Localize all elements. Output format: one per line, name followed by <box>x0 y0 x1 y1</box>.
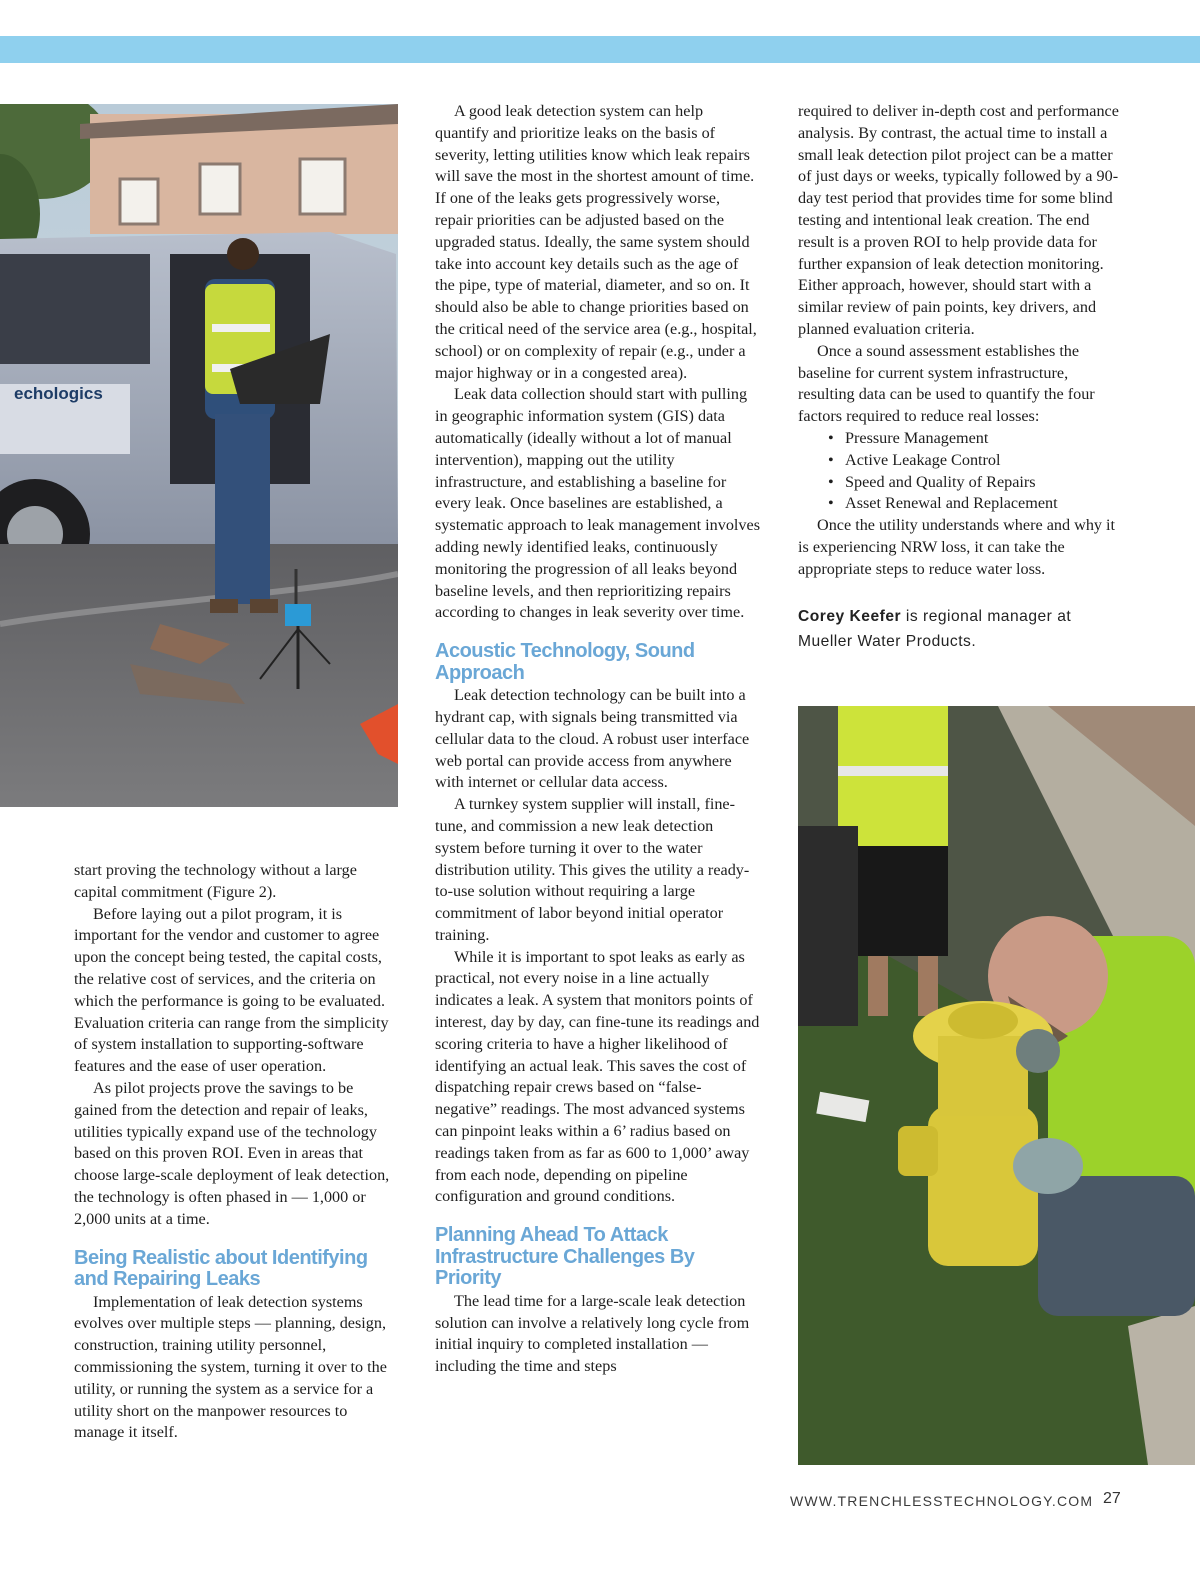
section-heading: Acoustic Technology, Sound Approach <box>435 640 695 684</box>
paragraph: required to deliver in-depth cost and performance analysis. By contrast, the actual time to install a small leak detection pilot project can be a matter of just days or weeks, typically followed by a 90-day test period that provides time for some blind testing and intentional leak creation. The end result is a proven ROI to help provide data for further expansion of leak detection monitoring. Either approach, however, should start with a similar review of pain points, key drivers, and planned evaluation criteria. <box>798 102 1119 338</box>
paragraph: A turnkey system supplier will install, fine-tune, and commission a new leak detection system before turning it over to the water distribution utility. This gives the utility a ready-to-use solution without requiring a large commitment of labor beyond initial operator training. <box>435 795 750 944</box>
page-number: 27 <box>1103 1490 1121 1507</box>
author-role: is regional manager at Mueller Water Products. <box>798 607 1072 650</box>
paragraph: Once a sound assessment establishes the baseline for current system infrastructure, resulting data can be used to quantify the four factors required to reduce real losses: <box>798 341 1095 426</box>
section-heading: Planning Ahead To Attack Infrastructure Challenges By Priority <box>435 1224 695 1290</box>
hydrant-crew-illustration <box>798 706 1195 1465</box>
paragraph: Before laying out a pilot program, it is important for the vendor and customer to agree upon the concept being tested, the capital costs, the relative cost of services, and the criteria on which the performance is going to be evaluated. Evaluation criteria can range from the simplicity of system installation to supporting-software features and the ease of user operation. <box>74 904 389 1076</box>
list-item: • Asset Renewal and Replacement <box>826 493 1122 515</box>
section-heading: Being Realistic about Identifying and Repairing Leaks <box>74 1246 368 1291</box>
column-left <box>74 860 398 1444</box>
photo-hydrant-crew <box>798 706 1195 1465</box>
paragraph: A good leak detection system can help quantify and prioritize leaks on the basis of severity, letting utilities know which leak repairs will save the most in the shortest amount of time. If one of the leaks gets progressively worse, repair priorities can be adjusted based on the upgraded status. Ideally, the same system should take into account key details such as the age of the pipe, type of material, diameter, and so on. It should also be able to change priorities based on the critical need of the service area (e.g., hospital, school) or on complexity of repair (e.g., under a major highway or in a congested area). <box>435 102 757 382</box>
author-name: Corey Keefer <box>798 607 902 625</box>
paragraph: Once the utility understands where and why it is experiencing NRW loss, it can take the appropriate steps to reduce water loss. <box>798 516 1116 578</box>
paragraph: Leak data collection should start with pulling in geographic information system (GIS) data automatically (ideally without a lot of manual intervention), mapping out the utility infrastructure, and establishing a baseline for every leak. Once baselines are established, a systematic approach to leak management involves adding newly identified leaks, continuously monitoring the progression of all leaks beyond baseline levels, and then reprioritizing repairs according to changes in leak severity over time. <box>435 385 760 622</box>
top-color-band <box>0 36 1200 63</box>
column-right <box>798 101 1122 654</box>
list-item: • Speed and Quality of Repairs <box>826 472 1122 494</box>
bullet-list <box>826 428 1122 515</box>
paragraph: Implementation of leak detection systems evolves over multiple steps — planning, design, construction, training utility personnel, commissioning the system, turning it over to the utility, or running the system as a service for a utility short on the manpower resources to manage it itself. <box>74 1292 387 1442</box>
author-bio <box>798 604 1122 654</box>
list-item: • Active Leakage Control <box>826 450 1122 472</box>
van-logo: echologics <box>14 384 103 403</box>
paragraph: The lead time for a large-scale leak detection solution can involve a relatively long cycle from initial inquiry to completed installation — including the time and steps <box>435 1291 750 1376</box>
paragraph: While it is important to spot leaks as early as practical, not every noise in a line actually indicates a leak. A system that monitors points of interest, day by day, can fine-tune its readings and scoring criteria to have a higher likelihood of identifying an actual leak. This saves the cost of dispatching repair crews based on “false-negative” readings. The most advanced systems can pinpoint leaks within a 6’ radius based on readings taken from as far as 600 to 1,000’ away from each node, depending on pipeline configuration and ground conditions. <box>435 947 760 1206</box>
paragraph: start proving the technology without a large capital commitment (Figure 2). <box>74 861 357 901</box>
column-middle <box>435 101 761 1378</box>
paragraph: Leak detection technology can be built into a hydrant cap, with signals being transmitted via cellular data to the cloud. A robust user interface web portal can provide access from anywhere with internet or cellular data access. <box>435 686 750 792</box>
technician-van-illustration <box>0 104 398 807</box>
list-item: • Pressure Management <box>826 428 1122 450</box>
paragraph: As pilot projects prove the savings to be gained from the detection and repair of leaks, utilities typically expand use of the technology based on this proven ROI. Even in areas that choose large-scale deployment of leak detection, the technology is often phased in — 1,000 or 2,000 units at a time. <box>74 1078 390 1228</box>
photo-technician-van <box>0 104 398 807</box>
footer-url: WWW.TRENCHLESSTECHNOLOGY.COM <box>790 1493 1094 1509</box>
